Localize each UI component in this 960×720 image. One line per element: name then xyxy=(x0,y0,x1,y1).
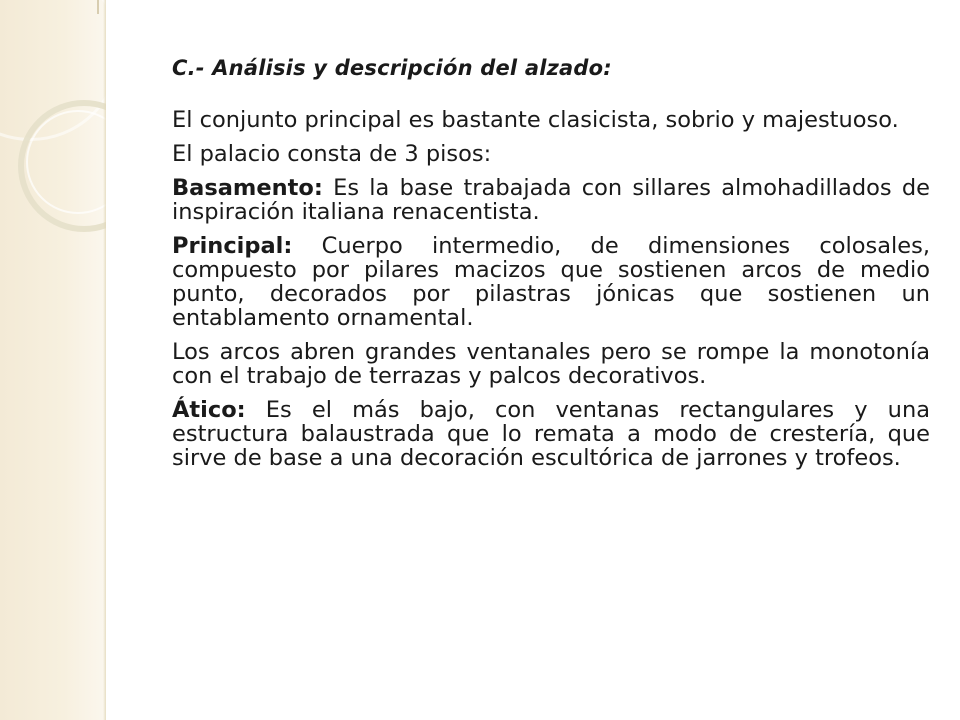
term-atico: Ático: xyxy=(172,397,246,423)
paragraph-text: Cuerpo intermedio, de dimensiones colosales, compuesto por pilares macizos que sostienen arcos de medio punto, decorados por pilastras jónicas que sostienen un entablamento ornamental. xyxy=(172,233,930,331)
paragraph-arcos xyxy=(172,340,930,388)
slide-heading: C.- Análisis y descripción del alzado: xyxy=(172,56,612,80)
decorative-line xyxy=(97,0,99,14)
paragraph-atico xyxy=(172,398,930,470)
paragraph-basamento xyxy=(172,176,930,224)
paragraph-text: Es la base trabajada con sillares almohadillados de inspiración italiana renacentista. xyxy=(172,175,930,225)
decorative-side-band xyxy=(0,0,106,720)
paragraph-text: El palacio consta de 3 pisos: xyxy=(172,141,492,167)
paragraph-pisos xyxy=(172,142,930,166)
paragraph-conjunto xyxy=(172,108,930,132)
paragraph-principal xyxy=(172,234,930,330)
slide-body xyxy=(172,56,930,480)
paragraph-text: Los arcos abren grandes ventanales pero se rompe la monotonía con el trabajo de terrazas y palcos decorativos. xyxy=(172,339,930,389)
term-principal: Principal: xyxy=(172,233,293,259)
term-basamento: Basamento: xyxy=(172,175,323,201)
paragraph-text: Es el más bajo, con ventanas rectangulares y una estructura balaustrada que lo remata a modo de crestería, que sirve de base a una decoración escultórica de jarrones y trofeos. xyxy=(172,397,930,471)
paragraph-text: El conjunto principal es bastante clasicista, sobrio y majestuoso. xyxy=(172,107,899,133)
